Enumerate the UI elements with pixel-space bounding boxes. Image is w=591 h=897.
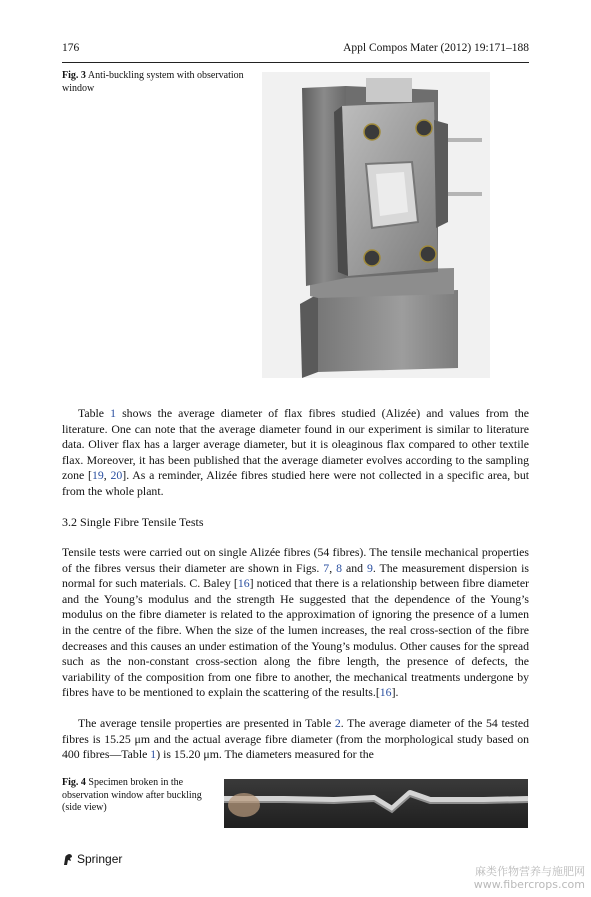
fig-9-link[interactable]: 9	[366, 560, 373, 575]
p1-text-a: Table	[78, 406, 111, 420]
paragraph-1	[62, 406, 529, 500]
ref-19-link[interactable]: 19	[91, 468, 104, 483]
header-rule	[62, 62, 529, 63]
watermark-url: www.fibercrops.com	[473, 878, 585, 891]
p2-text-d: . The measurement dispersion is normal for such materials. C. Baley [	[62, 560, 529, 591]
ref-20-link[interactable]: 20	[110, 468, 123, 483]
p1-text-c: ,	[103, 468, 111, 483]
figure-4-caption	[62, 777, 212, 815]
watermark-line-1: 麻类作物营养与施肥网	[475, 865, 585, 878]
page-number: 176	[62, 42, 80, 54]
figure-4-photo	[224, 779, 528, 828]
figure-4-label: Fig. 4	[62, 777, 86, 788]
p1-text-d: ]. As a reminder, Alizée fibres studied here were not collected in a specific area, but from the whole plant.	[62, 468, 529, 498]
buckled-specimen-image	[224, 779, 528, 828]
p2-text-f: ].	[391, 685, 399, 700]
p2-text-a: Tensile tests were carried out on single Alizée fibres (54 fibres). The tensile mechanical properties of the fibres versus their diameter are shown in Figs.	[62, 545, 529, 575]
springer-logo	[62, 852, 122, 866]
p2-text-b: ,	[329, 560, 337, 575]
journal-citation: Appl Compos Mater (2012) 19:171–188	[343, 42, 529, 54]
figure-3-photo	[262, 72, 490, 378]
ref-16-link[interactable]: 16	[237, 576, 250, 591]
table-1-link[interactable]: 1	[110, 406, 117, 420]
section-heading: 3.2 Single Fibre Tensile Tests	[62, 515, 204, 529]
springer-horse-icon	[62, 853, 74, 866]
figure-3-caption	[62, 70, 247, 95]
p3-text-b: . The average diameter of the 54 tested fibres is 15.25 μm and the actual average fibre diameter (from the morphological study based on 400 fibres—Table	[62, 716, 529, 762]
p3-text-c: ) is 15.20 μm. The diameters measured for the	[156, 747, 374, 762]
p3-text-a: The average tensile properties are presented in Table	[78, 716, 335, 730]
figure-3-caption-text: Anti-buckling system with observation window	[62, 70, 244, 94]
figure-4-caption-text: Specimen broken in the observation window after buckling (side view)	[62, 777, 202, 813]
anti-buckling-device-image	[262, 72, 490, 378]
fig-7-link[interactable]: 7	[323, 560, 330, 575]
table-1b-link[interactable]: 1	[150, 747, 157, 762]
table-2-link[interactable]: 2	[334, 716, 341, 730]
figure-3-label: Fig. 3	[62, 70, 86, 81]
running-header	[62, 42, 529, 58]
p1-text-b: shows the average diameter of flax fibres studied (Alizée) and values from the literature. One can note that the average diameter found in our experiment is similar to literature data. Oliver flax has a larger average diameter, but it is oleaginous flax compared to other textile flax. Moreover, it has been published that the average diameter evolves according to the sampling zone [	[62, 406, 529, 483]
watermark	[474, 865, 585, 891]
paragraph-2	[62, 545, 529, 701]
springer-wordmark: Springer	[77, 852, 123, 866]
paragraph-3	[62, 716, 529, 763]
p2-text-e: ] noticed that there is a relationship between fibre diameter and the Young’s modulus and the strength He suggested that the dependence of the Young’s modulus on the fibre diameter is related to the approximation of ignoring the presence of a lumen in the centre of the fibre. When the size of the lumen increases, the real cross-section of the fibre decreases and this causes an under estimation of the Young’s modulus. Other causes for the spread such as the non-constant cross-section along the fibre length, the presence of defects, the variability of the composition from one fibre to another, the mechanical treatments undergone by fibres have to be mentioned to explain the scattering of the results.[	[62, 576, 529, 700]
ref-16b-link[interactable]: 16	[379, 685, 392, 700]
fig-8-link[interactable]: 8	[336, 560, 343, 575]
p2-text-c: and	[342, 560, 367, 575]
